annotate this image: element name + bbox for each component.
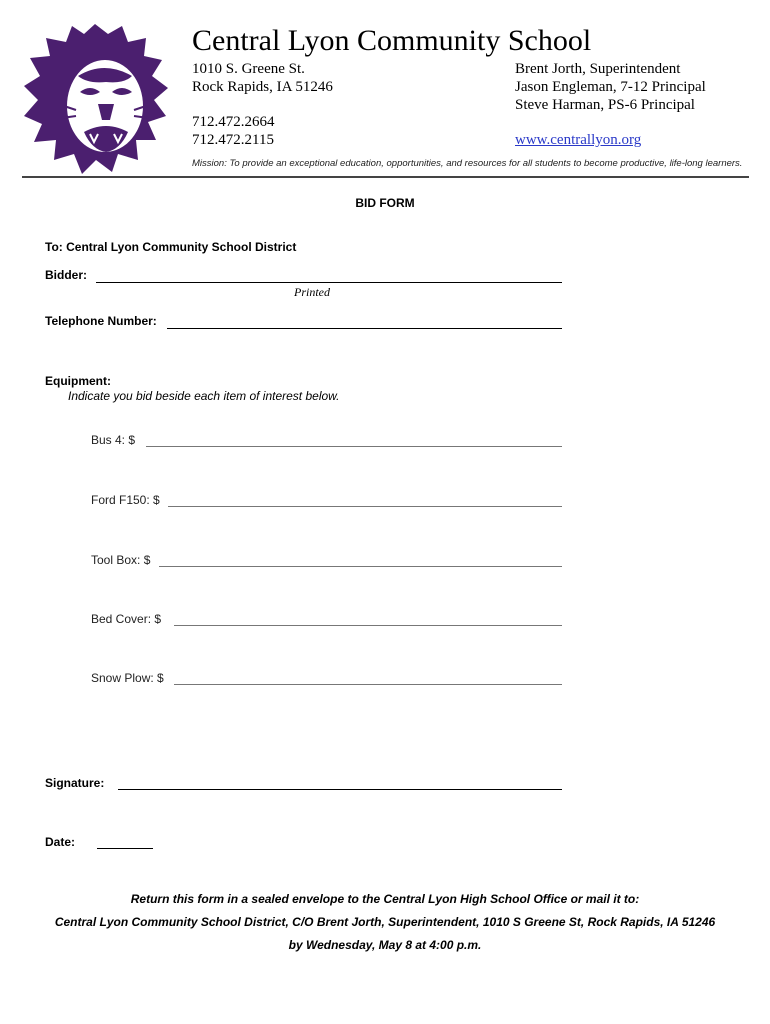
footer-line-2: Central Lyon Community School District, C/O Brent Jorth, Superintendent, 1010 S Greene St, Rock Rapids, IA 51246 [54, 915, 716, 929]
date-field[interactable] [97, 848, 153, 849]
equipment-label: Equipment: [45, 374, 111, 388]
item-ford-f150-label: Ford F150: $ [91, 493, 160, 507]
mission-statement: Mission: To provide an exceptional education, opportunities, and resources for all students to become productive, life-long learners. [192, 158, 743, 169]
superintendent: Brent Jorth, Superintendent [515, 61, 681, 77]
footer-line-1: Return this form in a sealed envelope to the Central Lyon High School Office or mail it to: [130, 892, 640, 906]
principal-7-12: Jason Engleman, 7-12 Principal [515, 79, 706, 95]
item-ford-f150-field[interactable] [168, 506, 562, 507]
website-link[interactable]: www.centrallyon.org [515, 132, 642, 148]
form-title: BID FORM [355, 196, 415, 210]
item-bus-4-label: Bus 4: $ [91, 433, 136, 447]
bidder-field[interactable] [96, 282, 562, 283]
footer-line-3: by Wednesday, May 8 at 4:00 p.m. [288, 938, 482, 952]
telephone-label: Telephone Number: [45, 314, 157, 328]
header-divider [22, 176, 749, 178]
item-bed-cover-label: Bed Cover: $ [91, 612, 162, 626]
school-name: Central Lyon Community School [192, 24, 592, 57]
item-tool-box-label: Tool Box: $ [91, 553, 151, 567]
telephone-field[interactable] [167, 328, 562, 329]
item-snow-plow-label: Snow Plow: $ [91, 671, 164, 685]
address-line-2: Rock Rapids, IA 51246 [192, 79, 333, 95]
phone-2: 712.472.2115 [192, 132, 274, 148]
item-bus-4-field[interactable] [146, 446, 562, 447]
item-bed-cover-field[interactable] [174, 625, 562, 626]
signature-field[interactable] [118, 789, 562, 790]
bidder-label: Bidder: [45, 268, 87, 282]
equipment-instruction: Indicate you bid beside each item of interest below. [68, 389, 340, 403]
principal-ps-6: Steve Harman, PS-6 Principal [515, 97, 695, 113]
signature-label: Signature: [45, 776, 105, 790]
phone-1: 712.472.2664 [192, 114, 275, 130]
lion-logo [20, 20, 170, 176]
date-label: Date: [45, 835, 76, 849]
to-line: To: Central Lyon Community School District [45, 240, 297, 254]
item-snow-plow-field[interactable] [174, 684, 562, 685]
item-tool-box-field[interactable] [159, 566, 562, 567]
printed-note: Printed [294, 285, 330, 299]
address-line-1: 1010 S. Greene St. [192, 61, 305, 77]
